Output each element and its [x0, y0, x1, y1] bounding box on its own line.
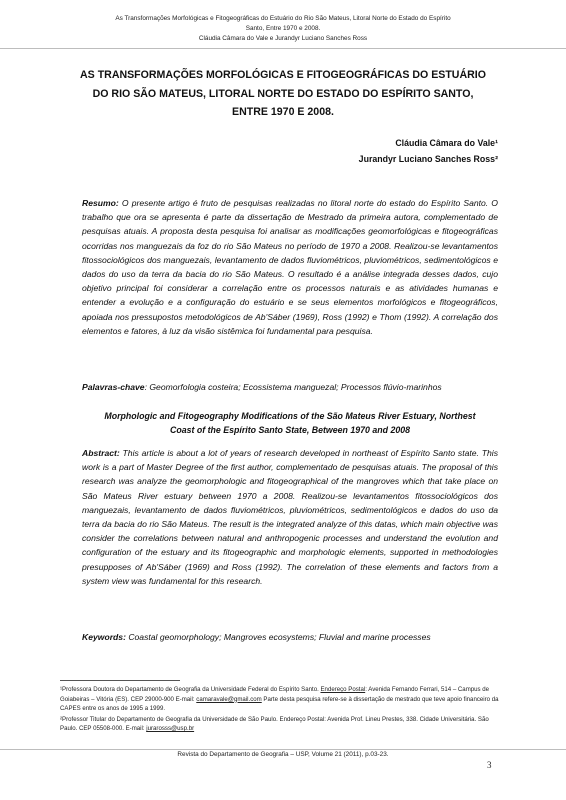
abstract-label: Abstract: — [82, 448, 120, 458]
keywords-paragraph — [82, 630, 498, 644]
paper-title-line1: AS TRANSFORMAÇÕES MORFOLÓGICAS E FITOGEOGRÁFICAS DO ESTUÁRIO — [80, 69, 486, 81]
paper-title-line2: DO RIO SÃO MATEUS, LITORAL NORTE DO ESTADO DO ESPÍRITO SANTO, — [92, 87, 474, 100]
footnote-2-text: ²Professor Titular do Departamento de Geografia da Universidade de São Paulo. Endereço Postal: Avenida Prof. Lineu Prestes, 338. Cidade Universitária. São Paulo. CEP 05508-000. E-mail: — [60, 715, 489, 733]
author-first: Cláudia Câmara do Vale¹ — [395, 138, 498, 148]
resumo-text: O presente artigo é fruto de pesquisas realizadas no litoral norte do estado do Espírito Santo. O trabalho que ora se apresenta é parte da dissertação de Mestrado da primeira autora, complementado de pesquisas atuais. A proposta desta pesquisa foi analisar as modificações geomorfológicas e fitogeográficas ocorridas nos manguezais da foz do rio São Mateus no período de 1970 a 2008. Realizou-se levantamentos fitossociológicos dos manguezais, levantamento de dados fluviométricos, pluviométricos, sedimentológicos e dados do uso da terra da bacia do rio São Mateus. O resultado é a análise integrada desses dados, cujo objetivo principal foi considerar a correlação entre os processos naturais e as atividades humanas e entender a evolução e a configuração do estuário e se seus elementos morfológicos e fitogeográficos, apoiada nos pressupostos metodológicos de Ab'Sáber (1969), Ross (1992) e Thom (1992). A correlação dos elementos e fatores, à luz da visão sistêmica foi fundamental para pesquisa. — [82, 198, 498, 336]
paper-title — [60, 66, 506, 122]
running-header — [40, 14, 526, 43]
author-second: Jurandyr Luciano Sanches Ross² — [358, 154, 498, 164]
english-title-line2: Coast of the Espírito Santo State, Between 1970 and 2008 — [169, 425, 411, 436]
abstract-text: This article is about a lot of years of research developed in northeast of Espírito Santo state. This work is a part of Master Degree of the first author, complementado de pesquisas atuais. The proposal of this research was analyze the geomorphologic and fitogeographical of the mangroves which that take place on São Mateus River estuary between 1970 a 2008. Realizou-se levantamentos fitossociológicos dos manguezais, levantamento de dados fluviométricos, pluviométricos, sedimentológicos e dados do uso da terra da bacia do rio São Mateus. The result is the integrated analyze of this datas, which main objective was consider the correlations between natural and anthropogenic processes and understand the evolution and configuration of the estuary and its fitogeographic and morphologic elements, supported in methodologies presupposes of Ab'Sáber (1969) and Ross (1992). The correlation of these elements and factors from a system view was fundamental for this research. — [82, 448, 498, 586]
footnote-divider — [60, 680, 180, 681]
resumo-paragraph — [82, 196, 498, 338]
english-title — [82, 409, 498, 437]
palavras-chave-label: Palavras-chave — [82, 382, 145, 392]
resumo-label: Resumo: — [82, 198, 119, 208]
english-title-line1: Morphologic and Fitogeography Modifications of the São Mateus River Estuary, Northest — [104, 411, 476, 421]
footnote-2-email-link[interactable]: jurarosss@usp.br — [146, 725, 195, 733]
footnote-1-email-link[interactable]: camaravale@gmail.com — [196, 695, 262, 703]
running-header-authors: Cláudia Câmara do Vale e Jurandyr Luciano Sanches Ross — [198, 34, 368, 42]
footnote-1-address-label: Endereço Postal — [320, 686, 366, 693]
footnote-2 — [60, 715, 506, 734]
abstract-paragraph — [82, 446, 498, 588]
palavras-chave-text: : Geomorfologia costeira; Ecossistema manguezal; Processos flúvio-marinhos — [144, 382, 442, 392]
palavras-chave-paragraph — [82, 380, 498, 394]
author-block — [359, 135, 498, 167]
footnote-1 — [60, 685, 506, 714]
running-header-title-line2: Santo, Entre 1970 e 2008. — [245, 24, 321, 32]
running-footer: Revista do Departamento de Geografia – USP, Volume 21 (2011), p.03-23. — [177, 751, 389, 758]
page-number: 3 — [487, 760, 492, 770]
footnote-1-note: Parte desta pesquisa refere-se à dissertação de mestrado que teve apoio financeiro da CAPES entre os anos de 1995 a 1999. — [60, 695, 499, 713]
paper-title-line3: ENTRE 1970 E 2008. — [232, 106, 334, 118]
running-header-title-line1: As Transformações Morfológicas e Fitogeográficas do Estuário do Rio São Mateus, Litoral Norte do Estado do Espírito — [115, 15, 451, 22]
footnote-1-address: : Avenida Fernando Ferrari, 514 – Campus de Goiabeiras – Vitória (ES). CEP 29000-900 E-mail: — [60, 686, 490, 703]
footer-divider — [0, 749, 566, 750]
keywords-label: Keywords: — [82, 632, 126, 642]
footnotes — [60, 685, 506, 735]
footnote-1-text: ¹Professora Doutora do Departamento de Geografia da Universidade Federal do Espírito Santo. — [60, 686, 321, 693]
keywords-text: Coastal geomorphology; Mangroves ecosystems; Fluvial and marine processes — [125, 632, 431, 642]
header-divider — [0, 48, 566, 49]
